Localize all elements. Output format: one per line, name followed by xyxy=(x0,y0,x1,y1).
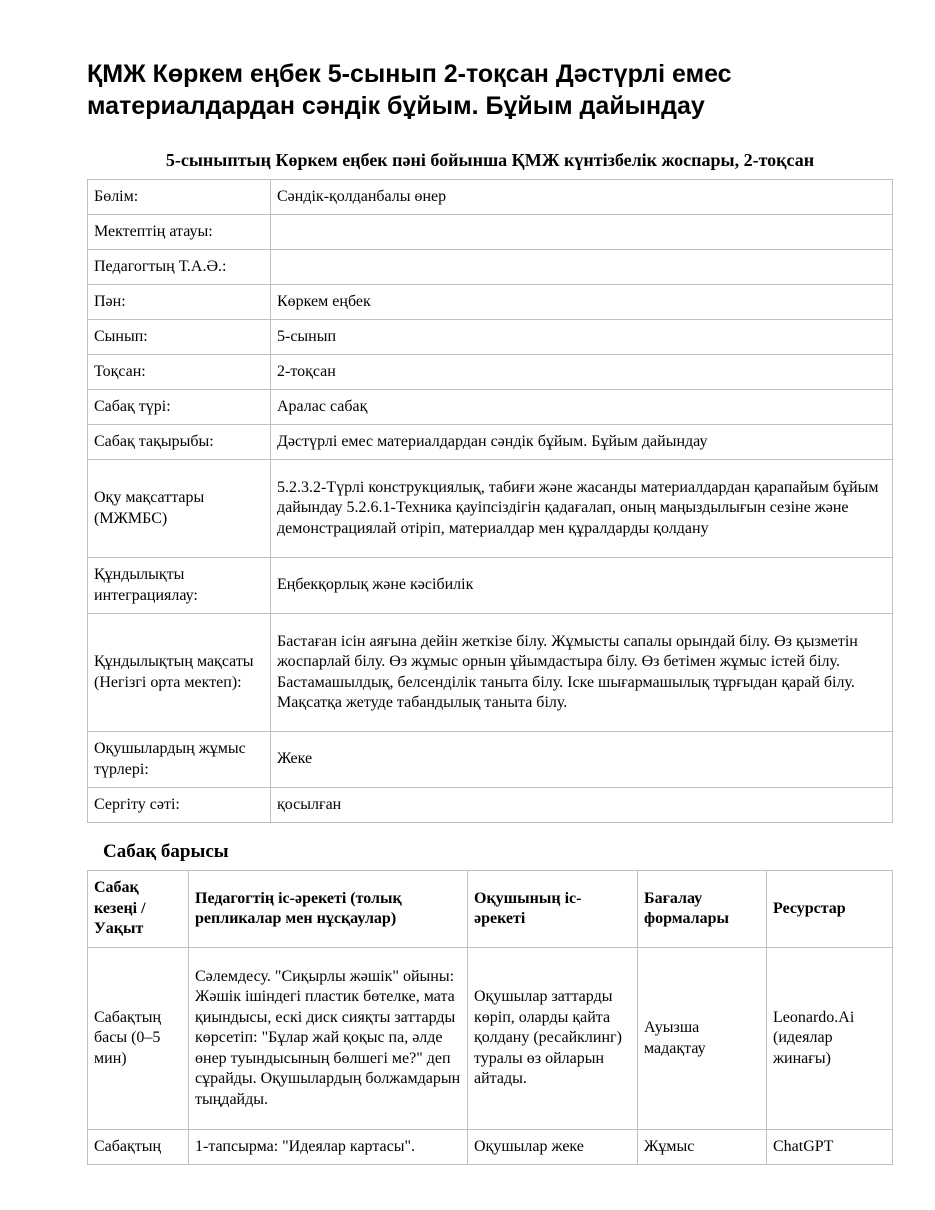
page-title: ҚМЖ Көркем еңбек 5-сынып 2-тоқсан Дәстүрлі емес материалдардан сәндік бұйым. Бұйым дайындау xyxy=(87,60,732,120)
column-header: Сабақ кезеңі / Уақыт xyxy=(88,871,189,948)
info-key: Тоқсан: xyxy=(88,355,271,390)
table-cell: 1-тапсырма: "Идеялар картасы". xyxy=(189,1130,468,1165)
info-row-quarter xyxy=(88,355,893,390)
info-key: Сынып: xyxy=(88,320,271,355)
table-cell: Ауызша мадақтау xyxy=(638,948,767,1130)
info-key: Бөлім: xyxy=(88,180,271,215)
info-value: Дәстүрлі емес материалдардан сәндік бұйым. Бұйым дайындау xyxy=(271,425,893,460)
info-value: Бастаған ісін аяғына дейін жеткізе білу. Жұмысты сапалы орындай білу. Өз қызметін жоспарлай білу. Өз жұмыс орнын ұйымдастыра білу. Өз бетімен жұмыс істей білу. Бастамашылдық, белсенділік таныта білу. Іске шығармашылық тұрғыдан қарай білу. Мақсатқа жетуде табандылық таныта білу. xyxy=(271,614,893,732)
lesson-header-row xyxy=(88,871,893,948)
info-key: Сабақ тақырыбы: xyxy=(88,425,271,460)
info-row-work-types xyxy=(88,732,893,788)
column-header: Ресурстар xyxy=(767,871,893,948)
info-key: Сергіту сәті: xyxy=(88,788,271,823)
info-value: қосылған xyxy=(271,788,893,823)
table-row xyxy=(88,1130,893,1165)
info-value: Сәндік-қолданбалы өнер xyxy=(271,180,893,215)
table-cell: Сәлемдесу. "Сиқырлы жәшік" ойыны: Жәшік ішіндегі пластик бөтелке, мата қиындысы, ескі диск сияқты заттарды көрсетіп: "Бұлар жай қоқыс па, әлде өнер туындысының бөлшегі ме?" деп сұрайды. Оқушылардың болжамдарын тыңдайды. xyxy=(189,948,468,1130)
column-header: Бағалау формалары xyxy=(638,871,767,948)
info-key: Педагогтың Т.А.Ә.: xyxy=(88,250,271,285)
info-value: Еңбекқорлық және кәсібилік xyxy=(271,558,893,614)
plan-table-caption: 5-сыныптың Көркем еңбек пәні бойынша ҚМЖ күнтізбелік жоспары, 2-тоқсан xyxy=(165,150,815,170)
info-row-learning-objectives xyxy=(88,460,893,558)
info-key: Оқу мақсаттары (МЖМБС) xyxy=(88,460,271,558)
info-value: 2-тоқсан xyxy=(271,355,893,390)
lesson-info-table xyxy=(87,179,893,823)
table-cell: Сабақтың xyxy=(88,1130,189,1165)
info-key: Мектептің атауы: xyxy=(88,215,271,250)
info-row-value-integration xyxy=(88,558,893,614)
info-row-value-goal xyxy=(88,614,893,732)
info-row-school xyxy=(88,215,893,250)
info-value: Көркем еңбек xyxy=(271,285,893,320)
info-key: Құндылықтың мақсаты (Негізгі орта мектеп): xyxy=(88,614,271,732)
info-key: Пән: xyxy=(88,285,271,320)
info-value: 5.2.3.2-Түрлі конструкциялық, табиғи және жасанды материалдардан қарапайым бұйым дайындау 5.2.6.1-Техника қауіпсіздігін қадағалап, оның маңыздылығын сезіне және демонстрациялай отіріп, материалдар мен құралдарды қолдану xyxy=(271,460,893,558)
table-cell: Оқушылар жеке xyxy=(468,1130,638,1165)
table-cell: Оқушылар заттарды көріп, оларды қайта қолдану (ресайклинг) туралы өз ойларын айтады. xyxy=(468,948,638,1130)
lesson-flow-table xyxy=(87,870,893,1165)
info-value: 5-сынып xyxy=(271,320,893,355)
column-header: Педагогтің іс-әрекеті (толық репликалар мен нұсқаулар) xyxy=(189,871,468,948)
table-cell: Жұмыс xyxy=(638,1130,767,1165)
info-value: Жеке xyxy=(271,732,893,788)
info-value xyxy=(271,250,893,285)
table-cell: ChatGPT xyxy=(767,1130,893,1165)
info-value: Аралас сабақ xyxy=(271,390,893,425)
lesson-flow-heading: Сабақ барысы xyxy=(103,841,229,862)
info-key: Сабақ түрі: xyxy=(88,390,271,425)
info-key: Оқушылардың жұмыс түрлері: xyxy=(88,732,271,788)
info-row-subject xyxy=(88,285,893,320)
info-row-section xyxy=(88,180,893,215)
table-cell: Сабақтың басы (0–5 мин) xyxy=(88,948,189,1130)
info-row-lesson-topic xyxy=(88,425,893,460)
info-row-lesson-type xyxy=(88,390,893,425)
table-cell: Leonardo.Ai (идеялар жинағы) xyxy=(767,948,893,1130)
info-value xyxy=(271,215,893,250)
info-row-grade xyxy=(88,320,893,355)
info-row-refresh-moment xyxy=(88,788,893,823)
column-header: Оқушының іс-әрекеті xyxy=(468,871,638,948)
info-row-teacher xyxy=(88,250,893,285)
info-key: Құндылықты интеграциялау: xyxy=(88,558,271,614)
table-row xyxy=(88,948,893,1130)
